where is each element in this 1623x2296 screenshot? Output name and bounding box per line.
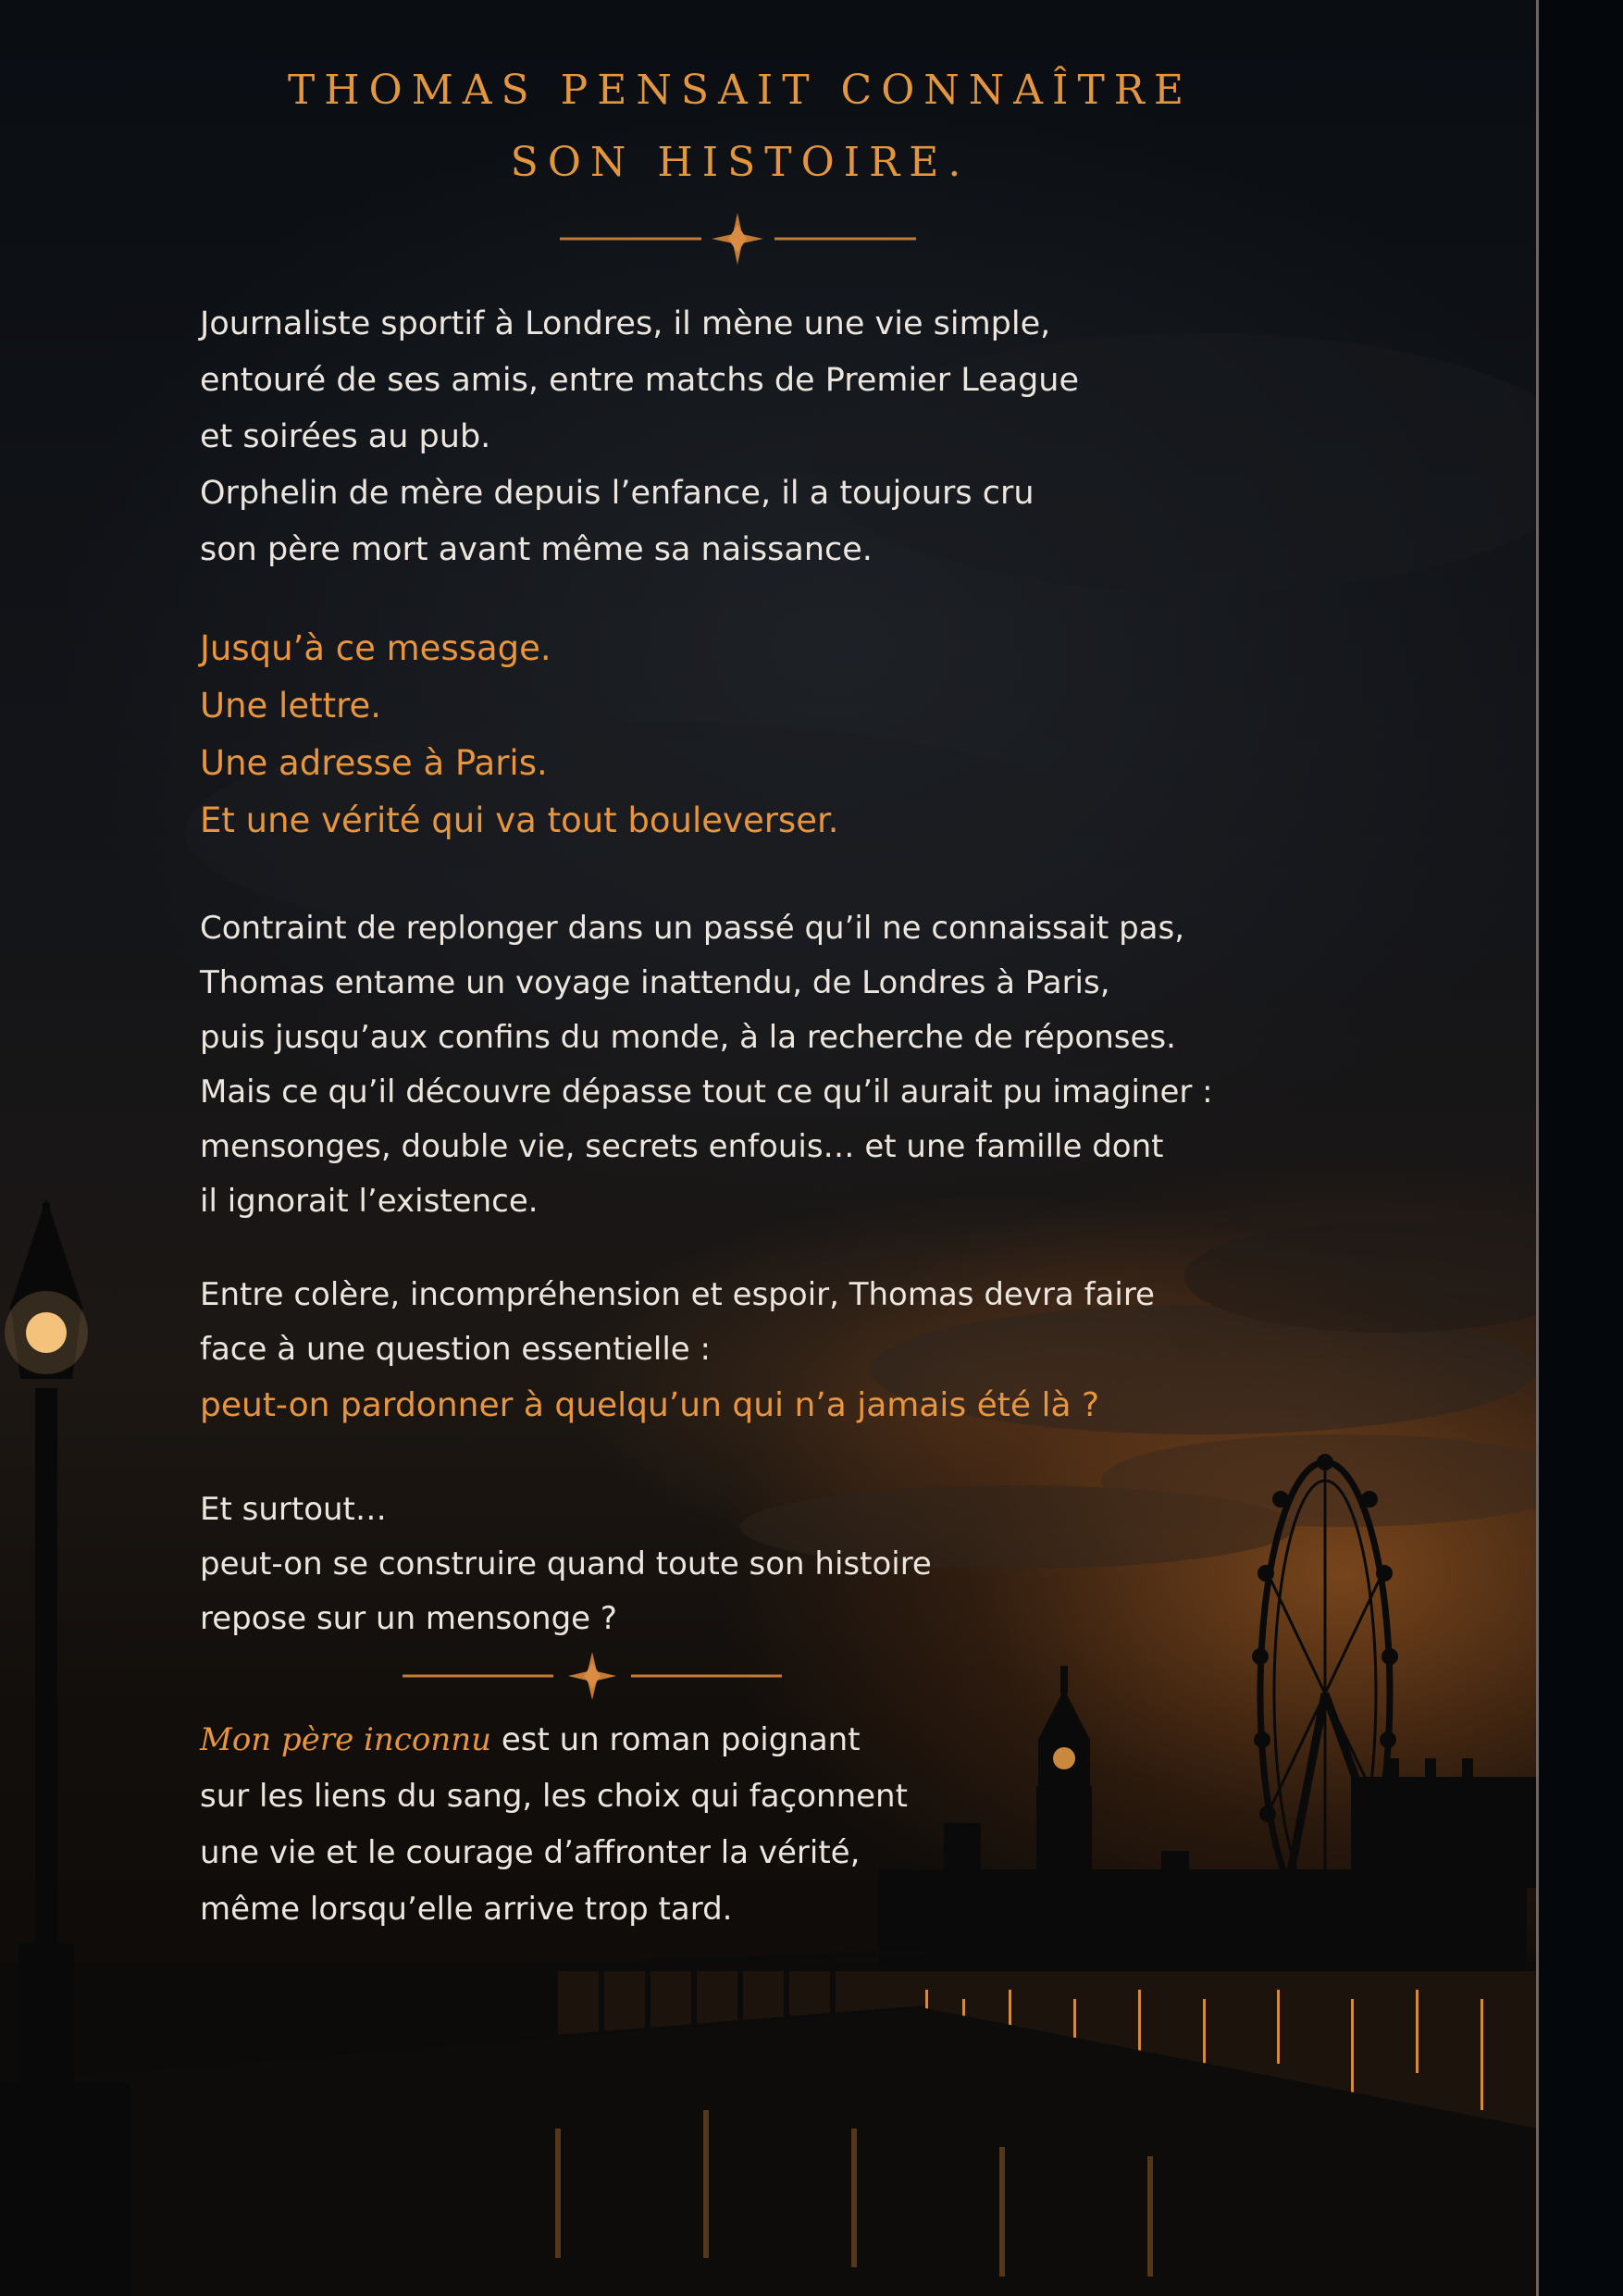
clock-tower (1038, 1666, 1090, 1888)
highlight-line: Et une vérité qui va tout bouleverser. (200, 800, 839, 840)
summary-line: une vie et le courage d’affronter la vérité, (200, 1834, 861, 1871)
highlight-paragraph (200, 620, 839, 850)
summary-line-1-rest: est un roman poignant (491, 1721, 861, 1758)
intro-line: son père mort avant même sa naissance. (200, 531, 873, 568)
journey-line: Mais ce qu’il découvre dépasse tout ce qu’il aurait pu imaginer : (200, 1074, 1213, 1111)
book-spine (1539, 0, 1623, 2296)
journey-paragraph (200, 901, 1213, 1229)
journey-line: puis jusqu’aux confins du monde, à la recherche de réponses. (200, 1019, 1176, 1056)
headline-line-2: SON HISTOIRE. (510, 139, 971, 186)
summary-line: sur les liens du sang, les choix qui façonnent (200, 1778, 908, 1815)
headline-line-1: THOMAS PENSAIT CONNAÎTRE (287, 67, 1194, 114)
summary-paragraph (200, 1712, 908, 1938)
intro-line: entouré de ses amis, entre matchs de Premier League (200, 362, 1080, 399)
intro-line: Journaliste sportif à Londres, il mène une vie simple, (200, 305, 1051, 342)
journey-line: Thomas entame un voyage inattendu, de Londres à Paris, (200, 964, 1110, 1001)
summary-line (200, 1712, 908, 1769)
journey-line: mensonges, double vie, secrets enfouis… et une famille dont (200, 1128, 1164, 1165)
journey-line: Contraint de replonger dans un passé qu’il ne connaissait pas, (200, 910, 1185, 947)
closing-line: peut-on se construire quand toute son histoire (200, 1545, 932, 1582)
question-line: Entre colère, incompréhension et espoir, Thomas devra faire (200, 1276, 1155, 1313)
closing-line: repose sur un mensonge ? (200, 1600, 617, 1637)
closing-paragraph (200, 1483, 932, 1646)
question-line: face à une question essentielle : (200, 1331, 711, 1368)
book-title: Mon père inconnu (200, 1721, 492, 1758)
intro-line: et soirées au pub. (200, 418, 491, 455)
street-lamp (0, 1198, 130, 2296)
journey-line: il ignorait l’existence. (200, 1183, 539, 1220)
star-divider-bottom (398, 1650, 787, 1702)
highlight-line: Jusqu’à ce message. (200, 628, 551, 668)
closing-line: Et surtout… (200, 1491, 387, 1528)
key-question: peut-on pardonner à quelqu’un qui n’a jamais été là ? (200, 1386, 1100, 1424)
highlight-line: Une lettre. (200, 686, 382, 726)
star-divider-top (555, 211, 921, 267)
question-paragraph (200, 1268, 1155, 1434)
intro-paragraph (200, 296, 1079, 578)
highlight-line: Une adresse à Paris. (200, 743, 548, 783)
intro-line: Orphelin de mère depuis l’enfance, il a toujours cru (200, 475, 1035, 512)
summary-line: même lorsqu’elle arrive trop tard. (200, 1891, 733, 1928)
skyline (879, 1758, 1536, 1971)
